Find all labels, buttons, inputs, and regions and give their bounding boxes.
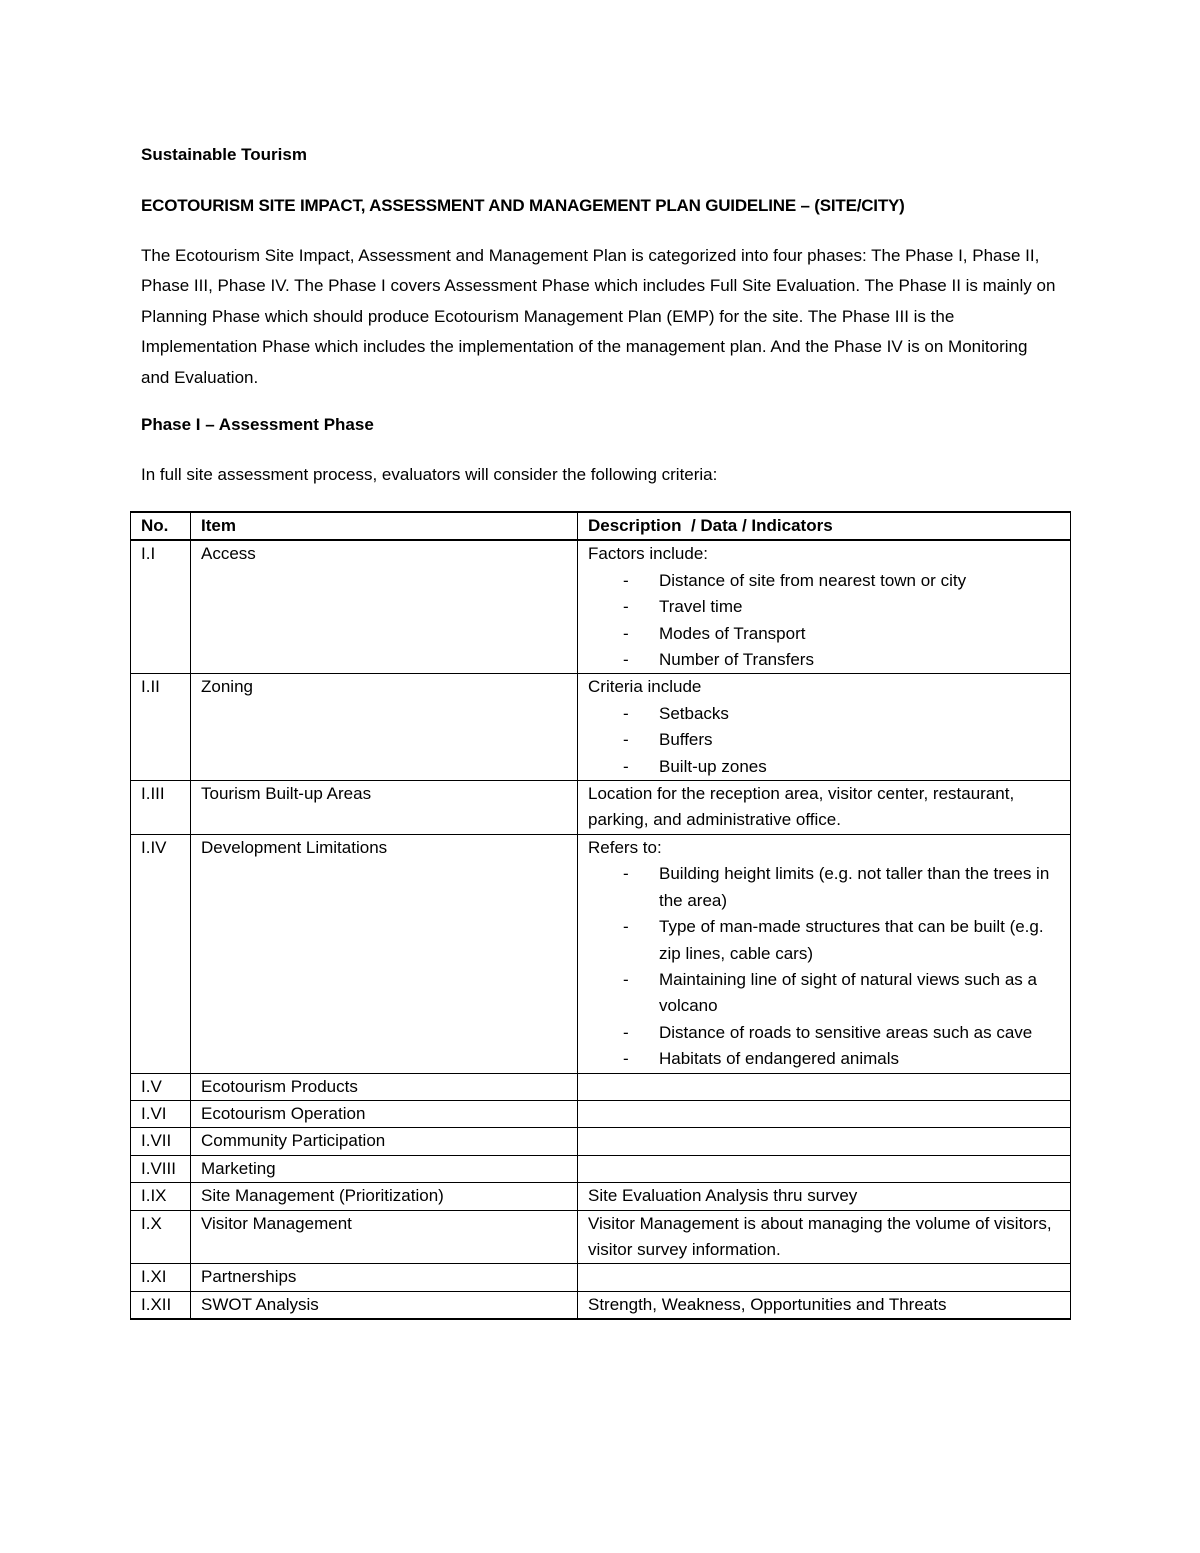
- table-header-row: [131, 512, 1071, 540]
- phase-heading: Phase I – Assessment Phase: [141, 415, 374, 435]
- row-no: I.II: [131, 674, 191, 781]
- bullet-item: - Modes of Transport: [659, 621, 1060, 647]
- bullet-item: - Habitats of endangered animals: [659, 1046, 1060, 1072]
- bullet-item: - Travel time: [659, 594, 1060, 620]
- bullet-item: - Setbacks: [659, 701, 1060, 727]
- row-description: [578, 1264, 1071, 1291]
- row-no: I.V: [131, 1073, 191, 1100]
- document-body: [141, 140, 1071, 490]
- table-row: [131, 540, 1071, 674]
- row-description: Location for the reception area, visitor center, restaurant, parking, and administrative office.: [578, 781, 1071, 835]
- row-no: I.X: [131, 1210, 191, 1264]
- row-item: Tourism Built-up Areas: [191, 781, 578, 835]
- table-row: [131, 1183, 1071, 1210]
- row-item: Ecotourism Products: [191, 1073, 578, 1100]
- header-description: Description / Data / Indicators: [578, 512, 1071, 540]
- row-description: [578, 1100, 1071, 1127]
- row-item: Ecotourism Operation: [191, 1100, 578, 1127]
- header-item: Item: [191, 512, 578, 540]
- row-description-text: Factors include:: [588, 544, 708, 564]
- row-no: I.IV: [131, 834, 191, 1073]
- row-no: I.XI: [131, 1264, 191, 1291]
- row-no: I.XII: [131, 1291, 191, 1319]
- row-description: [578, 834, 1071, 1073]
- row-description-text: Refers to:: [588, 837, 662, 857]
- row-no: I.VII: [131, 1128, 191, 1155]
- bullet-item: - Built-up zones: [659, 754, 1060, 780]
- row-description: [578, 1155, 1071, 1182]
- bullet-item: - Distance of roads to sensitive areas such as cave: [659, 1020, 1060, 1046]
- bullet-item: - Building height limits (e.g. not taller than the trees in the area): [659, 861, 1060, 914]
- row-item: SWOT Analysis: [191, 1291, 578, 1319]
- row-description: [578, 1073, 1071, 1100]
- row-item: Community Participation: [191, 1128, 578, 1155]
- row-description: Site Evaluation Analysis thru survey: [578, 1183, 1071, 1210]
- bullet-item: - Type of man-made structures that can be built (e.g. zip lines, cable cars): [659, 914, 1060, 967]
- bullet-list: [588, 568, 1060, 674]
- bullet-item: - Number of Transfers: [659, 647, 1060, 673]
- bullet-item: - Buffers: [659, 727, 1060, 753]
- table-row: [131, 1264, 1071, 1291]
- row-description: [578, 1128, 1071, 1155]
- lead-paragraph: In full site assessment process, evaluators will consider the following criteria:: [141, 465, 718, 485]
- bullet-list: [588, 861, 1060, 1072]
- table-row: [131, 1128, 1071, 1155]
- header-no: No.: [131, 512, 191, 540]
- intro-paragraph: The Ecotourism Site Impact, Assessment and Management Plan is categorized into four phases: The Phase I, Phase II, Phase III, Phase IV. The Phase I covers Assessment Phase which includes Full Site Evaluation. The Phase II is mainly on Planning Phase which should produce Ecotourism Management Plan (EMP) for the site. The Phase III is the Implementation Phase which includes the implementation of the management plan. And the Phase IV is on Monitoring and Evaluation.: [141, 246, 1056, 387]
- row-no: I.VI: [131, 1100, 191, 1127]
- document-title: ECOTOURISM SITE IMPACT, ASSESSMENT AND MANAGEMENT PLAN GUIDELINE – (SITE/CITY): [141, 196, 905, 215]
- table-row: [131, 834, 1071, 1073]
- row-description: Strength, Weakness, Opportunities and Threats: [578, 1291, 1071, 1319]
- bullet-item: - Maintaining line of sight of natural views such as a volcano: [659, 967, 1060, 1020]
- table-row: [131, 781, 1071, 835]
- table-row: [131, 1100, 1071, 1127]
- row-item: Access: [191, 540, 578, 674]
- row-description: [578, 674, 1071, 781]
- document-subject: Sustainable Tourism: [141, 145, 307, 164]
- row-no: I.IX: [131, 1183, 191, 1210]
- row-item: Partnerships: [191, 1264, 578, 1291]
- table-row: [131, 1073, 1071, 1100]
- table-row: [131, 1291, 1071, 1319]
- row-item: Site Management (Prioritization): [191, 1183, 578, 1210]
- table-row: [131, 1210, 1071, 1264]
- row-no: I.III: [131, 781, 191, 835]
- row-no: I.VIII: [131, 1155, 191, 1182]
- row-no: I.I: [131, 540, 191, 674]
- row-item: Visitor Management: [191, 1210, 578, 1264]
- bullet-list: [588, 701, 1060, 780]
- row-item: Development Limitations: [191, 834, 578, 1073]
- table-row: [131, 1155, 1071, 1182]
- row-item: Zoning: [191, 674, 578, 781]
- table-row: [131, 674, 1071, 781]
- criteria-table: [130, 511, 1071, 1320]
- row-description: [578, 540, 1071, 674]
- bullet-item: - Distance of site from nearest town or city: [659, 568, 1060, 594]
- row-description: Visitor Management is about managing the volume of visitors, visitor survey information.: [578, 1210, 1071, 1264]
- row-description-text: Criteria include: [588, 677, 702, 697]
- row-item: Marketing: [191, 1155, 578, 1182]
